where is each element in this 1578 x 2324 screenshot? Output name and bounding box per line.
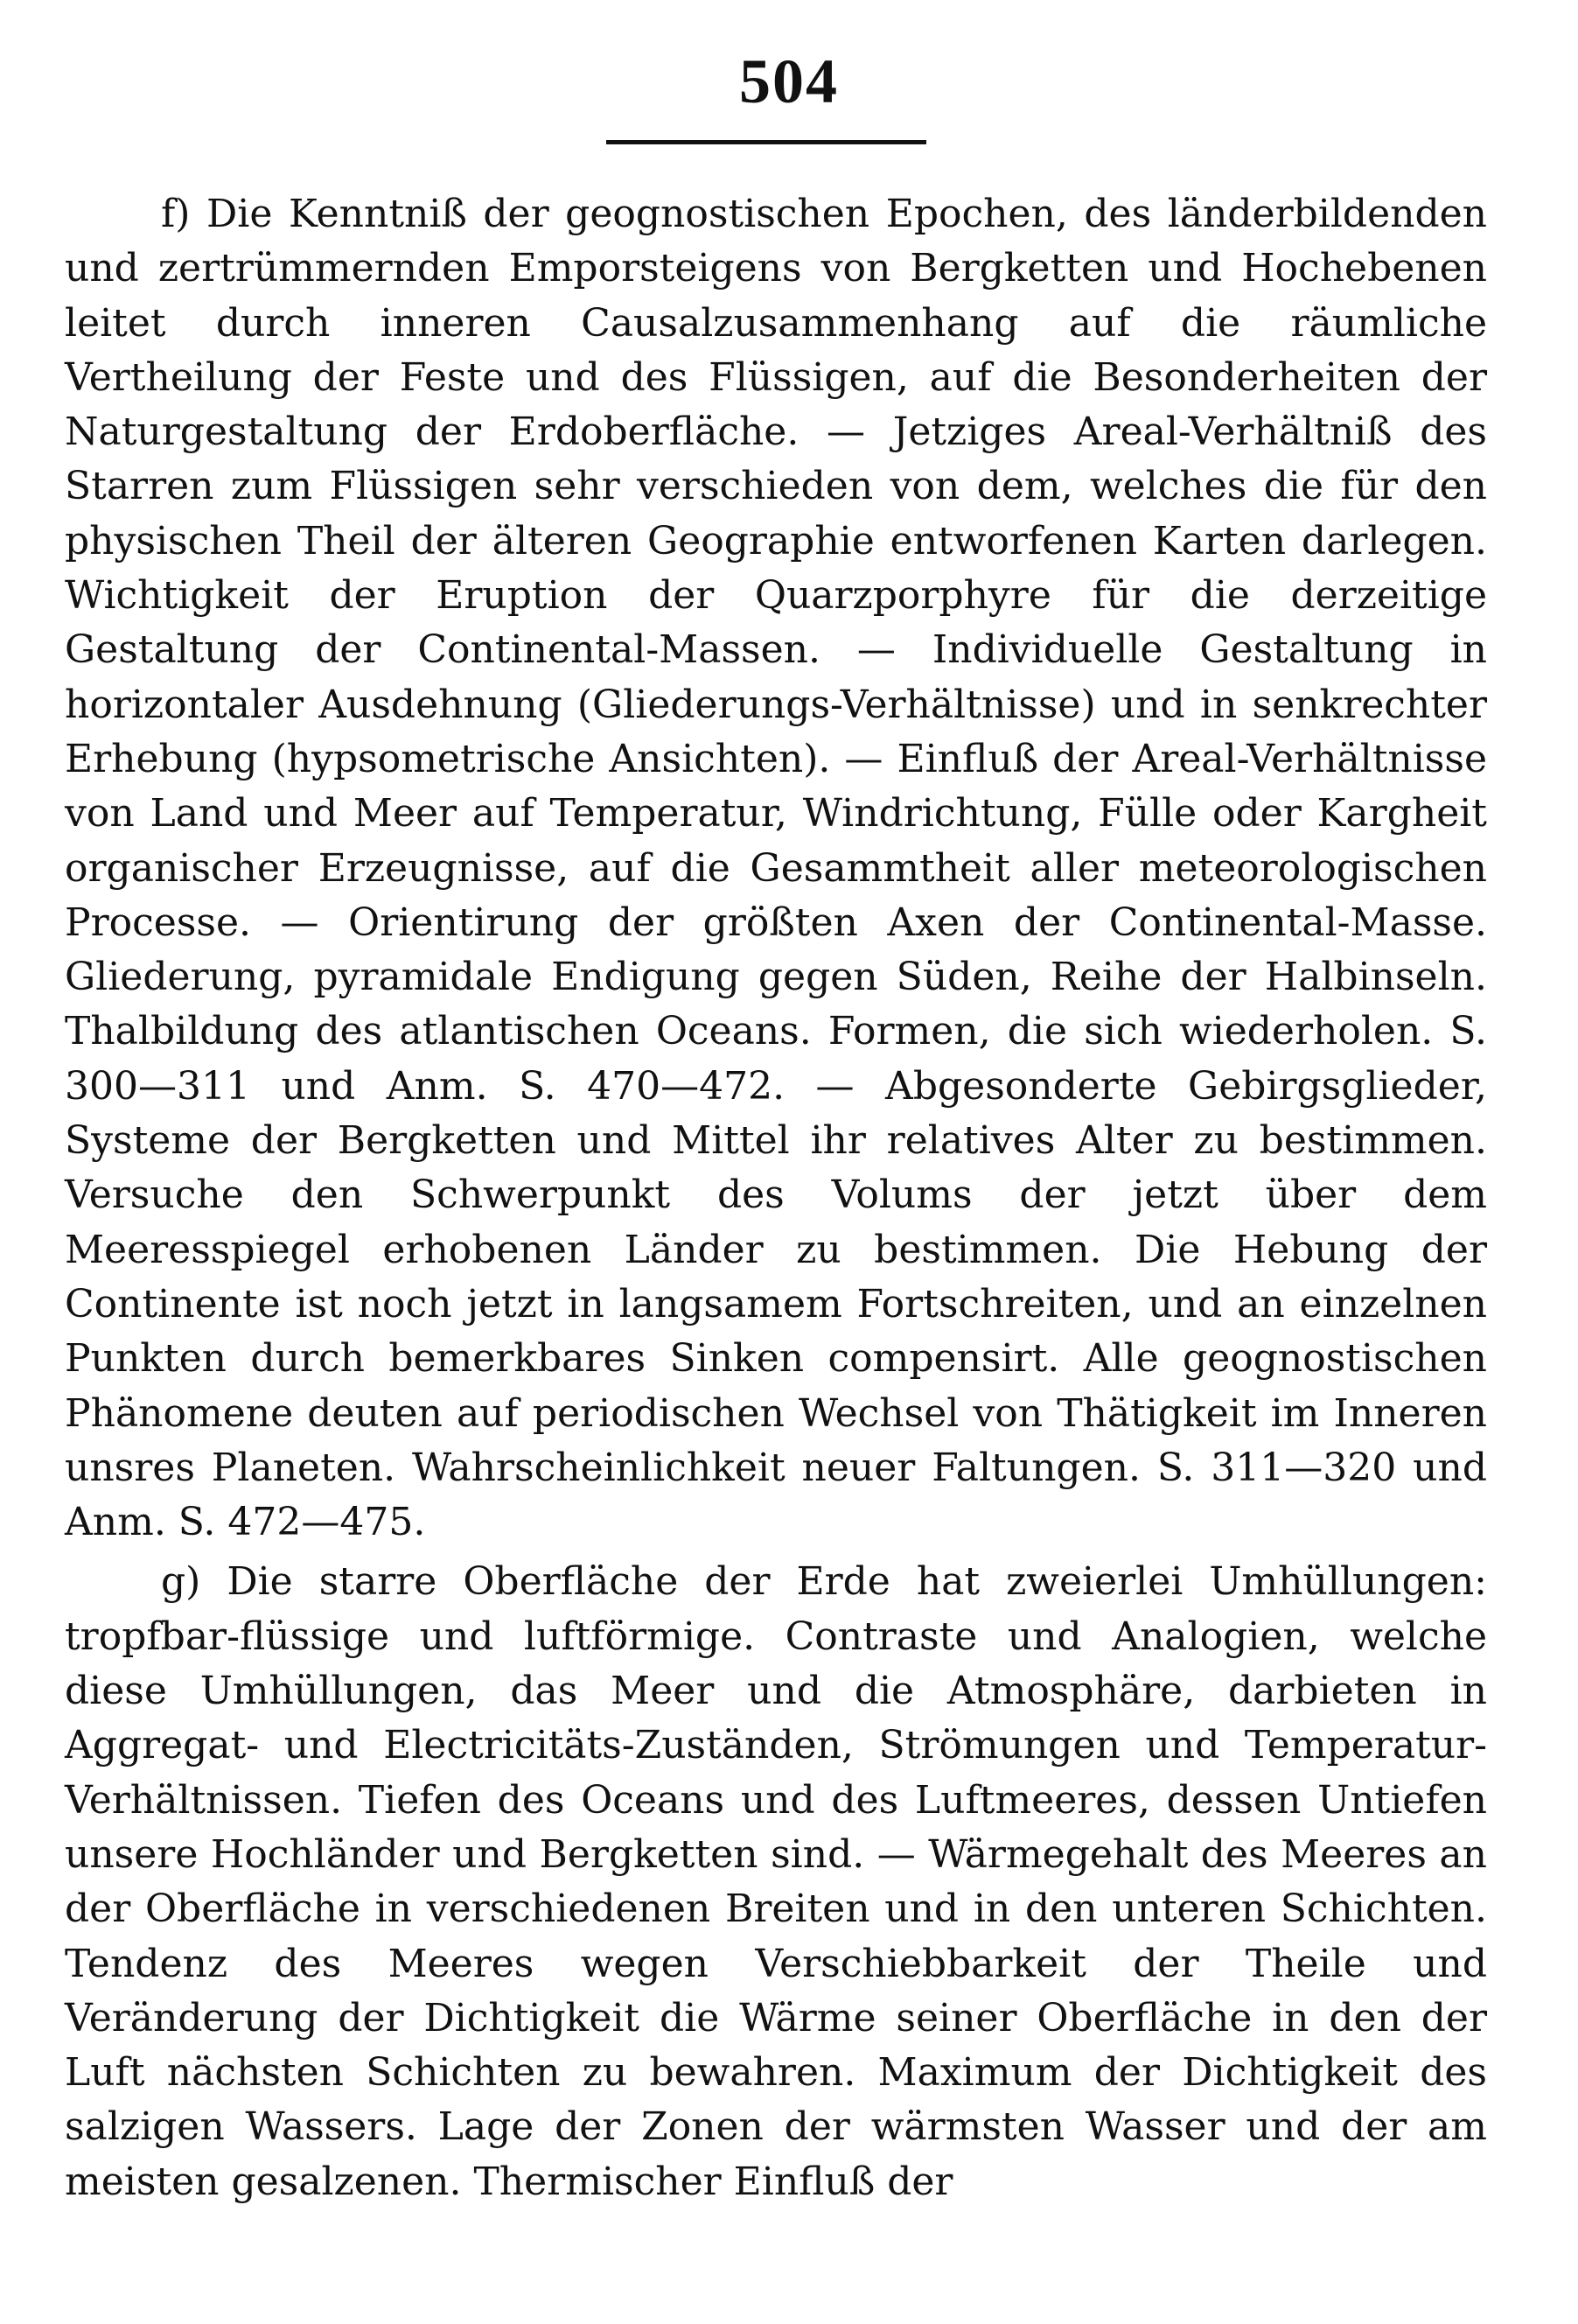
page-number: 504 [739, 46, 839, 116]
paragraph-g: g) Die starre Oberfläche der Erde hat zweierlei Umhüllungen: tropfbar-flüssige und luftförmige. Contraste und Analogien, welche diese Umhüllungen, das Meer und die Atmosphäre, darbieten in Aggregat- und Electricitäts-Zuständen, Strömungen und Temperatur-Verhältnissen. Tiefen des Oceans und des Luftmeeres, dessen Untiefen unsere Hochländer und Bergketten sind. — Wärmegehalt des Meeres an der Oberfläche in verschiedenen Breiten und in den unteren Schichten. Tendenz des Meeres wegen Verschiebbarkeit der Theile und Veränderung der Dichtigkeit die Wärme seiner Oberfläche in den der Luft nächsten Schichten zu bewahren. Maximum der Dichtigkeit des salzigen Wassers. Lage der Zonen der wärmsten Wasser und der am meisten gesalzenen. Thermischer Einfluß der [65, 1559, 1487, 2204]
body-text [65, 187, 1487, 2209]
header-rule [606, 140, 926, 144]
paragraph-f: f) Die Kenntniß der geognostischen Epochen, des länderbildenden und zertrümmernden Emporsteigens von Bergketten und Hochebenen leitet durch inneren Causalzusammenhang auf die räumliche Vertheilung der Feste und des Flüssigen, auf die Besonderheiten der Naturgestaltung der Erdoberfläche. — Jetziges Areal-Verhältniß des Starren zum Flüssigen sehr verschieden von dem, welches die für den physischen Theil der älteren Geographie entworfenen Karten darlegen. Wichtigkeit der Eruption der Quarzporphyre für die derzeitige Gestaltung der Continental-Massen. — Individuelle Gestaltung in horizontaler Ausdehnung (Gliederungs-Verhältnisse) und in senkrechter Erhebung (hypsometrische Ansichten). — Einfluß der Areal-Verhältnisse von Land und Meer auf Temperatur, Windrichtung, Fülle oder Kargheit organischer Erzeugnisse, auf die Gesammtheit aller meteorologischen Processe. — Orientirung der größten Axen der Continental-Masse. Gliederung, pyramidale Endigung gegen Süden, Reihe der Halbinseln. Thalbildung des atlantischen Oceans. Formen, die sich wiederholen. S. 300—311 und Anm. S. 470—472. — Abgesonderte Gebirgsglieder, Systeme der Bergketten und Mittel ihr relatives Alter zu bestimmen. Versuche den Schwerpunkt des Volums der jetzt über dem Meeresspiegel erhobenen Länder zu bestimmen. Die Hebung der Continente ist noch jetzt in langsamem Fortschreiten, und an einzelnen Punkten durch bemerkbares Sinken compensirt. Alle geognostischen Phänomene deuten auf periodischen Wechsel von Thätigkeit im Inneren unsres Planeten. Wahrscheinlichkeit neuer Faltungen. S. 311—320 und Anm. S. 472—475. [65, 192, 1487, 1545]
